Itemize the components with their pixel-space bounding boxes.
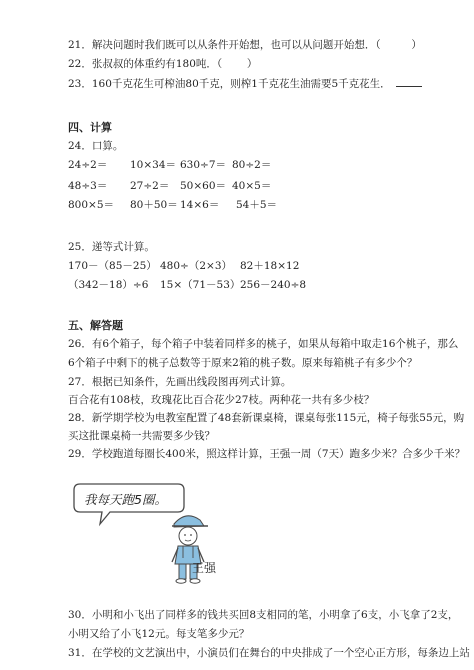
- q22-text: 22．张叔叔的体重约有180吨．（: [68, 58, 223, 70]
- q27-line1: 27．根据已知条件，先画出线段图再列式计算。: [68, 376, 292, 388]
- oral-item: 27÷2＝: [130, 180, 170, 192]
- q26-line1: 26．有6个箱子，每个箱子中装着同样多的桃子，如果从每箱中取走16个桃子，那么: [68, 338, 459, 350]
- stepwise-item: 480÷（2×3）: [160, 260, 232, 272]
- q22-close-paren: ）: [246, 58, 258, 70]
- oral-item: 50×60＝: [180, 180, 227, 192]
- q21: [68, 38, 422, 52]
- q23: [68, 76, 422, 91]
- q24-title: 24．口算。: [68, 140, 124, 152]
- stepwise-item: （342－18）÷6: [68, 279, 149, 291]
- oral-item: 80＋50＝: [130, 199, 178, 211]
- oral-item: 48÷3＝: [68, 180, 108, 192]
- q27-line2: 百合花有108枝，玫瑰花比百合花少27枝。两种花一共有多少枝？: [68, 394, 375, 406]
- q25-title: 25．递等式计算。: [68, 241, 155, 253]
- illustration-caption: 王强: [192, 561, 217, 575]
- section5-title: 五、解答题: [68, 319, 123, 332]
- oral-item: 630÷7＝: [180, 159, 227, 171]
- q23-answer-blank: [396, 76, 422, 87]
- speech-bubble-text: 我每天跑5圈。: [84, 492, 167, 507]
- q31-line1: 31．在学校的文艺演出中，小演员们在舞台的中央排成了一个空心正方形，每条边上站: [68, 647, 470, 659]
- q26-line2: 6个箱子中剩下的桃子总数等于原来2箱的桃子数。原来每箱桃子有多少个？: [68, 357, 418, 369]
- stepwise-item: 256－240÷8: [240, 279, 307, 291]
- stepwise-item: 82＋18×12: [240, 260, 300, 272]
- q23-text: 23．160千克花生可榨油80千克，则榨1千克花生油需要5千克花生．: [68, 78, 391, 90]
- q30-line1: 30．小明和小飞出了同样多的钱共买回8支相同的笔，小明拿了6支，小飞拿了2支，: [68, 609, 459, 621]
- oral-item: 800×5＝: [68, 199, 115, 211]
- q21-text: 21．解决问题时我们既可以从条件开始想，也可以从问题开始想．（: [68, 39, 381, 51]
- stepwise-item: 15×（71－53）: [160, 279, 241, 291]
- oral-item: 80÷2＝: [232, 159, 272, 171]
- illustration-wangqiang: [70, 480, 230, 598]
- oral-item: 10×34＝: [130, 159, 177, 171]
- oral-item: 14×6＝: [180, 199, 220, 211]
- q29-line1: 29．学校跑道每圈长400米，照这样计算，王强一周（7天）跑多少米？合多少千米？: [68, 448, 466, 460]
- oral-item: 40×5＝: [232, 180, 272, 192]
- q28-line1: 28．新学期学校为电教室配置了48套新课桌椅，课桌每张115元，椅子每张55元，购: [68, 412, 465, 424]
- oral-item: 54＋5＝: [236, 199, 278, 211]
- q30-line2: 小明又给了小飞12元。每支笔多少元？: [68, 628, 250, 640]
- oral-item: 24÷2＝: [68, 159, 108, 171]
- q28-line2: 买这批课桌椅一共需要多少钱？: [68, 430, 215, 442]
- q22: [68, 57, 257, 71]
- stepwise-item: 170－（85－25）: [68, 260, 157, 272]
- q21-close-paren: ）: [411, 39, 422, 51]
- section4-title: 四、计算: [68, 121, 112, 134]
